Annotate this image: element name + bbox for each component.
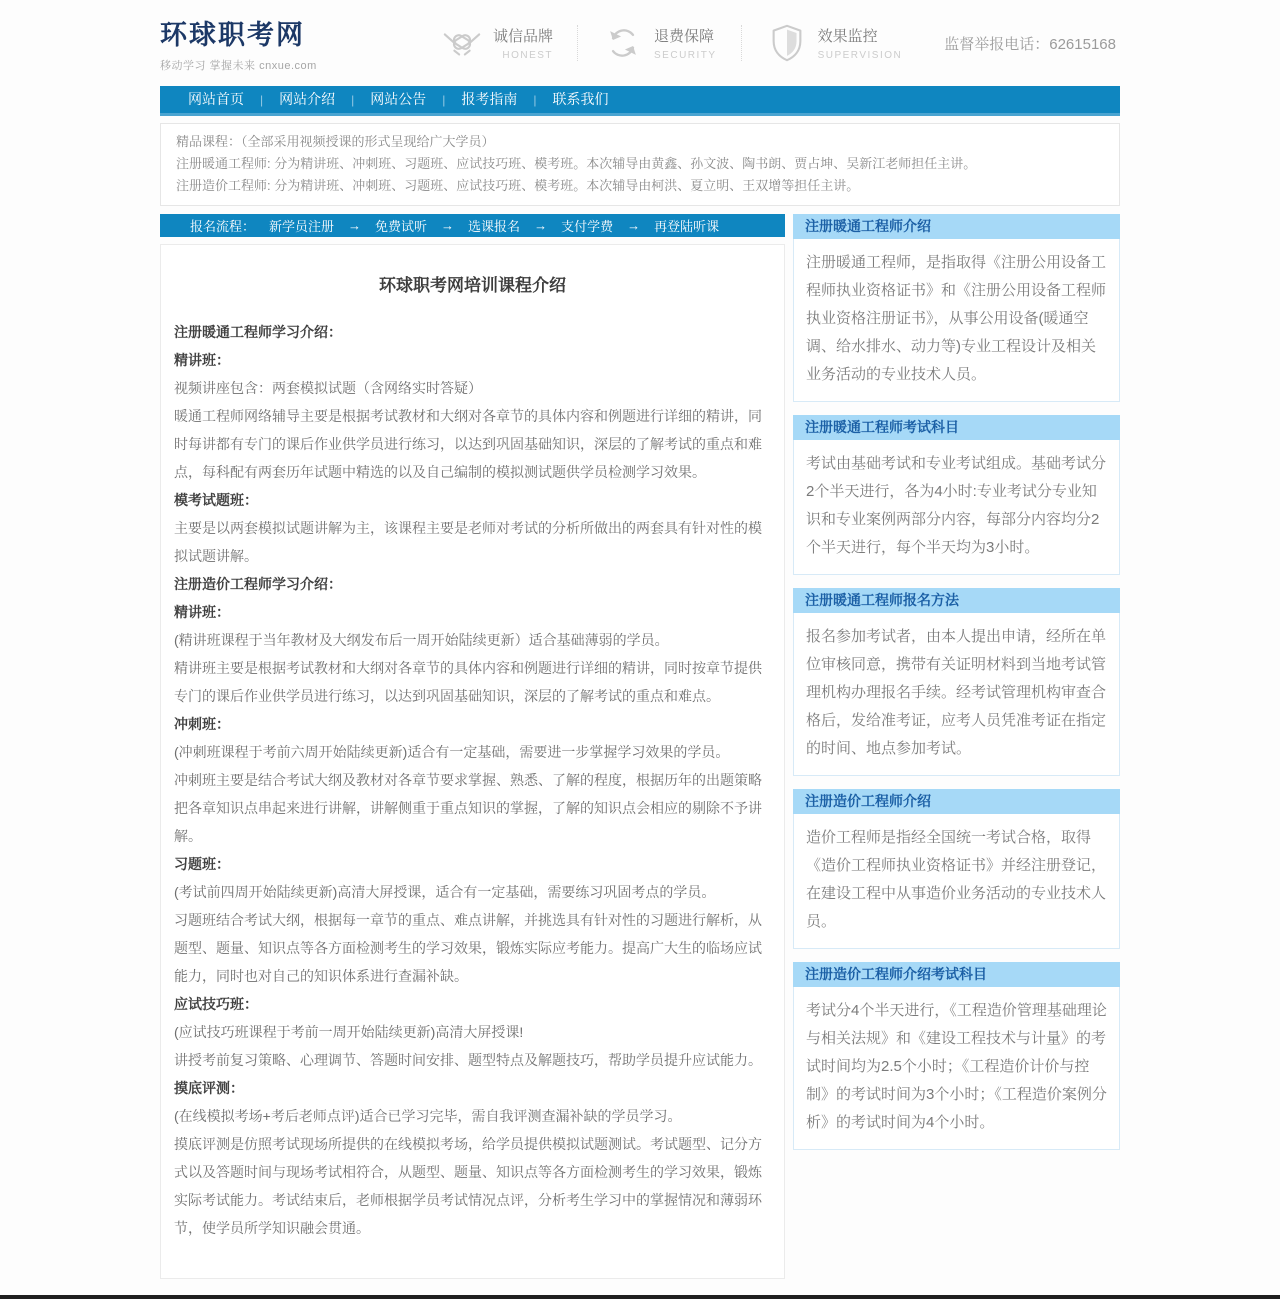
nav-item-about[interactable]: 网站介绍 [279, 91, 336, 107]
page-title: 环球职考网培训课程介绍 [379, 276, 566, 295]
nav-divider: | [442, 92, 446, 107]
article-heading: 精讲班： [174, 352, 230, 368]
article-heading: 冲刺班： [174, 716, 230, 732]
site-logo[interactable] [160, 13, 375, 73]
site-logo-title: 环球职考网 [160, 20, 305, 50]
article-paragraph: 冲刺班主要是结合考试大纲及教材对各章节要求掌握、熟悉、了解的程度，根据历年的出题策略把各章知识点串起来进行讲解，讲解侧重于重点知识的掌握，了解的知识点会相应的剔除不予讲解。 [174, 772, 762, 844]
sidebar-box-body: 注册暖通工程师，是指取得《注册公用设备工程师执业资格证书》和《注册公用设备工程师执业资格注册证书》，从事公用设备(暖通空调、给水排水、动力等)专业工程设计及相关业务活动的专业技术人员。 [793, 239, 1120, 402]
sidebar-box-body: 考试分4个半天进行，《工程造价管理基础理论与相关法规》和《建设工程技术与计量》的考试时间均为2.5个小时；《工程造价计价与控制》的考试时间为3个小时；《工程造价案例分析》的考试时间为4个小时。 [793, 987, 1120, 1150]
article-paragraph: 视频讲座包含：两套模拟试题（含网络实时答疑） [174, 380, 482, 396]
article-paragraph: 暖通工程师网络辅导主要是根据考试教材和大纲对各章节的具体内容和例题进行详细的精讲，同时每讲都有专门的课后作业供学员进行练习，以达到巩固基础知识，深层的了解考试的重点和难点，每科配有两套历年试题中精选的以及自己编制的模拟测试题供学员检测学习效果。 [174, 408, 762, 480]
process-step-pay-tuition[interactable]: 支付学费 [561, 219, 614, 234]
notice-line: 注册暖通工程师: 分为精讲班、冲刺班、习题班、应试技巧班、模考班。本次辅导由黄鑫、孙文波、陶书朗、贾占坤、吴新江老师担任主讲。 [176, 156, 977, 171]
article-heading: 模考试题班： [174, 492, 258, 508]
refresh-arrows-icon [602, 22, 644, 64]
footer-divider [0, 1295, 1280, 1299]
site-logo-tagline: 移动学习 掌握未来 cnxue.com [160, 60, 317, 72]
arrow-right-icon: → [441, 218, 455, 233]
badge-sublabel: SUPERVISION [817, 50, 903, 61]
process-step-login-listen[interactable]: 再登陆听课 [654, 219, 720, 234]
nav-item-announcements[interactable]: 网站公告 [370, 91, 427, 107]
article-heading: 注册暖通工程师学习介绍： [174, 324, 342, 340]
process-step-register[interactable]: 新学员注册 [269, 219, 335, 234]
nav-item-contact[interactable]: 联系我们 [552, 91, 609, 107]
process-step-choose-course[interactable]: 选课报名 [468, 219, 521, 234]
article-heading: 精讲班： [174, 604, 230, 620]
article-paragraph: 精讲班主要是根据考试教材和大纲对各章节的具体内容和例题进行详细的精讲，同时按章节提供专门的课后作业供学员进行练习，以达到巩固基础知识，深层的了解考试的重点和难点。 [174, 660, 762, 704]
article-heading: 应试技巧班： [174, 996, 258, 1012]
sidebar-box-body: 造价工程师是指经全国统一考试合格，取得《造价工程师执业资格证书》并经注册登记，在建设工程中从事造价业务活动的专业技术人员。 [793, 814, 1120, 949]
featured-courses-notice [160, 123, 1120, 206]
sidebar-box-title: 注册造价工程师介绍考试科目 [793, 962, 1120, 987]
article-paragraph: 摸底评测是仿照考试现场所提供的在线模拟考场，给学员提供模拟试题测试。考试题型、记分方式以及答题时间与现场考试相符合，从题型、题量、知识点等各方面检测考生的学习效果，锻炼实际考试能力。考试结束后，老师根据学员考试情况点评，分析考生学习中的掌握情况和薄弱环节，使学员所学知识融会贯通。 [174, 1136, 762, 1236]
sidebar [793, 214, 1120, 1163]
main-nav [160, 86, 1120, 116]
article-heading: 注册造价工程师学习介绍： [174, 576, 342, 592]
article-paragraph: (应试技巧班课程于考前一周开始陆续更新)高清大屏授课! [174, 1024, 524, 1040]
nav-divider: | [260, 92, 264, 107]
notice-line: 精品课程：（全部采用视频授课的形式呈现给广大学员） [176, 134, 495, 149]
arrow-right-icon: → [627, 218, 641, 233]
course-intro-article [160, 244, 785, 1279]
article-paragraph: 讲授考前复习策略、心理调节、答题时间安排、题型特点及解题技巧，帮助学员提升应试能力。 [174, 1052, 762, 1068]
article-paragraph: (精讲班课程于当年教材及大纲发布后一周开始陆续更新）适合基础薄弱的学员。 [174, 632, 669, 648]
sidebar-box-title: 注册暖通工程师报名方法 [793, 588, 1120, 613]
sidebar-box-cost-subjects [793, 962, 1120, 1150]
badge-honest [417, 22, 577, 64]
sidebar-box-hvac-registration [793, 588, 1120, 776]
sidebar-box-title: 注册暖通工程师考试科目 [793, 415, 1120, 440]
badge-label: 诚信品牌 [493, 28, 554, 45]
trust-badges [417, 22, 926, 64]
article-paragraph: 主要是以两套模拟试题讲解为主，该课程主要是老师对考试的分析所做出的两套具有针对性的模拟试题讲解。 [174, 520, 762, 564]
sidebar-box-hvac-intro [793, 214, 1120, 402]
article-paragraph: (考试前四周开始陆续更新)高清大屏授课，适合有一定基础，需要练习巩固考点的学员。 [174, 884, 716, 900]
sidebar-box-title: 注册暖通工程师介绍 [793, 214, 1120, 239]
badge-sublabel: SECURITY [654, 50, 717, 61]
sidebar-box-cost-intro [793, 789, 1120, 949]
badge-supervision [742, 22, 927, 64]
badge-label: 退费保障 [654, 28, 715, 45]
process-label: 报名流程： [190, 219, 256, 234]
shield-icon [766, 22, 808, 64]
article-heading: 习题班： [174, 856, 230, 872]
article-paragraph: (冲刺班课程于考前六周开始陆续更新)适合有一定基础，需要进一步掌握学习效果的学员。 [174, 744, 730, 760]
nav-divider: | [533, 92, 537, 107]
arrow-right-icon: → [534, 218, 548, 233]
arrow-right-icon: → [348, 218, 362, 233]
article-paragraph: 习题班结合考试大纲，根据每一章节的重点、难点讲解，并挑选具有针对性的习题进行解析，从题型、题量、知识点等各方面检测考生的学习效果，锻炼实际应考能力。提高广大生的临场应试能力，同时也对自己的知识体系进行查漏补缺。 [174, 912, 762, 984]
enrollment-process-bar [160, 214, 785, 237]
badge-label: 效果监控 [817, 28, 878, 45]
article-paragraph: (在线模拟考场+考后老师点评)适合已学习完毕，需自我评测查漏补缺的学员学习。 [174, 1108, 682, 1124]
sidebar-box-hvac-subjects [793, 415, 1120, 575]
article-heading: 摸底评测： [174, 1080, 244, 1096]
nav-divider: | [351, 92, 355, 107]
sidebar-box-body: 考试由基础考试和专业考试组成。基础考试分2个半天进行，各为4小时:专业考试分专业知识和专业案例两部分内容，每部分内容均分2个半天进行，每个半天均为3小时。 [793, 440, 1120, 575]
report-hotline: 监督举报电话：62615168 [944, 35, 1116, 53]
handshake-icon [441, 22, 483, 64]
notice-line: 注册造价工程师: 分为精讲班、冲刺班、习题班、应试技巧班、模考班。本次辅导由柯洪、夏立明、王双增等担任主讲。 [176, 178, 860, 193]
nav-item-exam-guide[interactable]: 报考指南 [461, 91, 518, 107]
process-step-free-trial[interactable]: 免费试听 [375, 219, 428, 234]
site-header [160, 0, 1120, 86]
sidebar-box-body: 报名参加考试者，由本人提出申请，经所在单位审核同意，携带有关证明材料到当地考试管理机构办理报名手续。经考试管理机构审查合格后，发给准考证，应考人员凭准考证在指定的时间、地点参加考试。 [793, 613, 1120, 776]
badge-security [578, 22, 741, 64]
sidebar-box-title: 注册造价工程师介绍 [793, 789, 1120, 814]
nav-item-home[interactable]: 网站首页 [188, 91, 244, 107]
badge-sublabel: HONEST [502, 50, 554, 61]
